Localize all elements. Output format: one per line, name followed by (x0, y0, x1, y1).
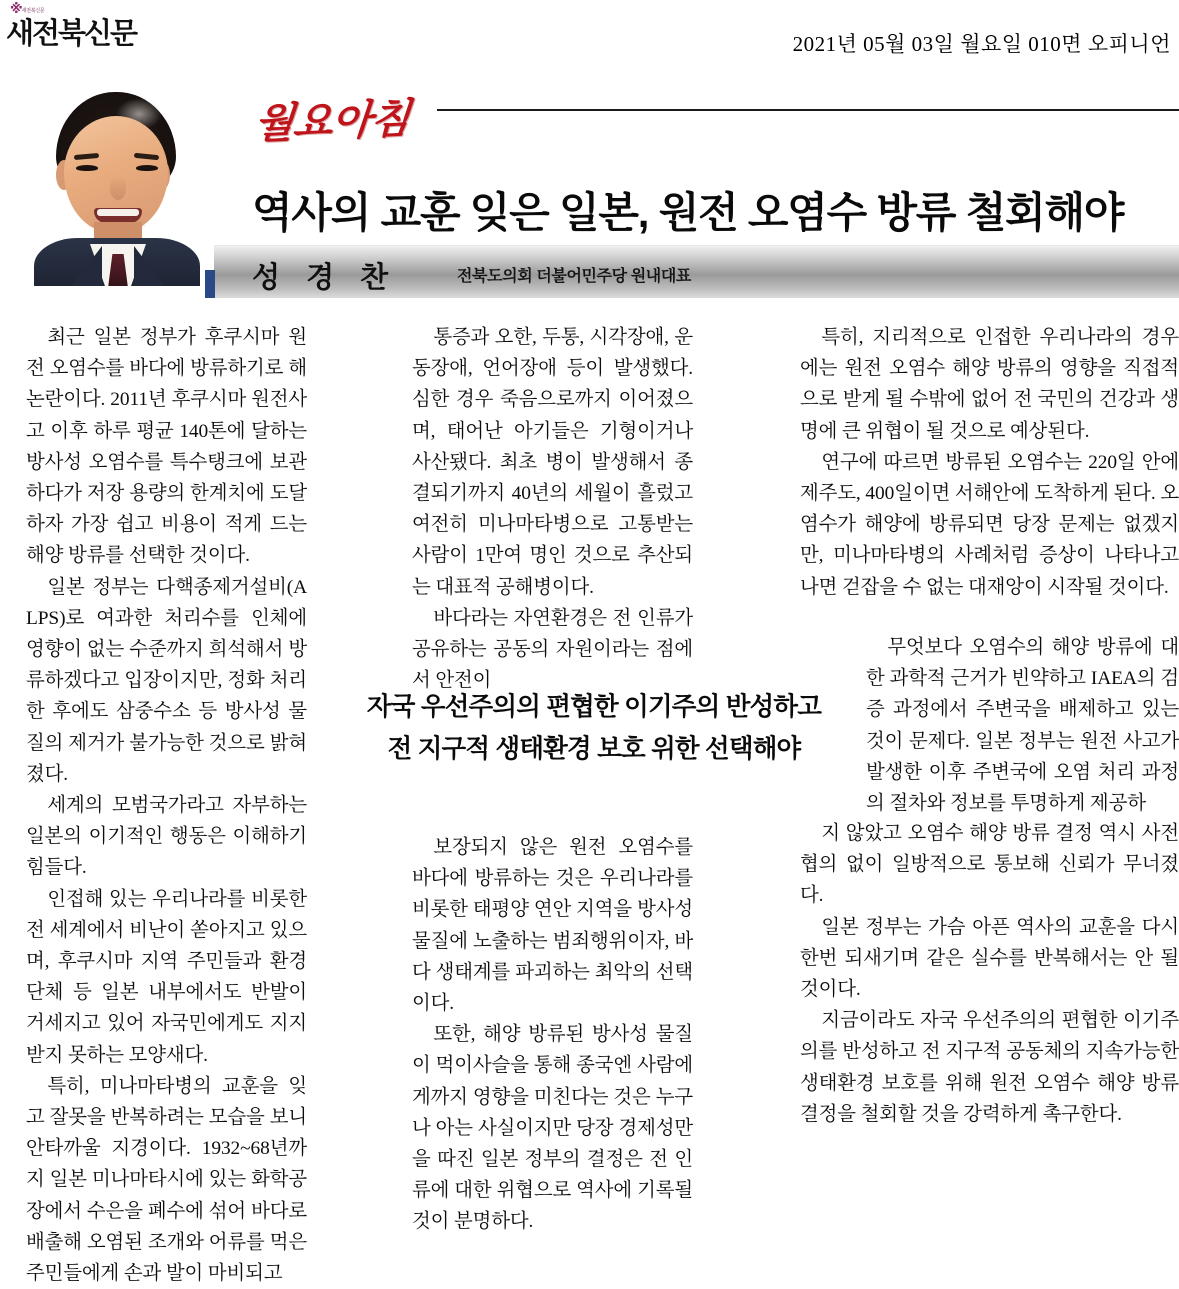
emblem-subtext: 새전북신문 (21, 8, 45, 14)
author-portrait-photo (32, 86, 202, 286)
column-title-rule (437, 109, 1179, 111)
dateline: 2021년 05월 03일 월요일 010면 오피니언 (792, 32, 1171, 56)
body-column-2-bottom (412, 832, 693, 1238)
portrait-nose (110, 176, 126, 200)
paragraph: 최근 일본 정부가 후쿠시마 원전 오염수를 바다에 방류하기로 해 논란이다. 2011년 후쿠시마 원전사고 이후 하루 평균 140톤에 달하는 방사성 오염수를 특수탱크에 보관하다가 저장 용량의 한계치에 도달하자 가장 쉽고 비용이 적게 드는 해양 방류를 선택한 것이다. (26, 327, 307, 567)
paragraph: 지금이라도 자국 우선주의의 편협한 이기주의를 반성하고 전 지구적 공동체의 지속가능한 생태환경 보호를 위해 원전 오염수 해양 방류 결정을 철회할 것을 강력하게 촉구한다. (800, 1010, 1179, 1125)
body-column-3-top (800, 322, 1179, 603)
paragraph: 연구에 따르면 방류된 오염수는 220일 안에 제주도, 400일이면 서해안에 도착하게 된다. 오염수가 해양에 방류되면 당장 문제는 없겠지만, 미나마타병의 사례처럼 증상이 나타나고 나면 걷잡을 수 없는 대재앙이 시작될 것이다. (800, 451, 1179, 598)
portrait-teeth (97, 209, 139, 216)
paragraph: 바다라는 자연환경은 전 인류가 공유하는 공동의 자원이라는 점에서 안전이 (412, 607, 693, 692)
paragraph: 일본 정부는 다핵종제거설비(ALPS)로 여과한 처리수를 인체에 영향이 없는 수준까지 희석해서 방류하겠다고 입장이지만, 정화 처리한 후에도 삼중수소 등 방사성 물질의 제거가 불가능한 것으로 밝혀졌다. (26, 576, 307, 785)
author-affiliation: 전북도의회 더불어민주당 원내대표 (457, 268, 691, 285)
column-series-title: 월요아침 (252, 94, 412, 148)
portrait-eye-left (76, 165, 98, 171)
paragraph: 무엇보다 오염수의 해양 방류에 대한 과학적 근거가 빈약하고 IAEA의 검증 과정에서 주변국을 배제하고 있는 것이 문제다. 일본 정부는 원전 사고가 발생한 이후 주변국에 오염 처리 과정의 절차와 정보를 투명하게 제공하 (866, 637, 1179, 815)
author-name: 성 경 찬 (252, 262, 398, 294)
article-headline: 역사의 교훈 잊은 일본, 원전 오염수 방류 철회해야 (252, 189, 1124, 237)
paragraph: 일본 정부는 가슴 아픈 역사의 교훈을 다시 한번 되새기며 같은 실수를 반복해서는 안 될 것이다. (800, 916, 1179, 1001)
body-column-2-top (412, 322, 693, 696)
masthead-wordmark: 새전북신문 (6, 18, 137, 50)
paragraph: 특히, 지리적으로 인접한 우리나라의 경우에는 원전 오염수 해양 방류의 영향을 직접적으로 받게 될 수밖에 없어 전 국민의 건강과 생명에 큰 위협이 될 것으로 예상된다. (800, 327, 1179, 442)
paragraph: 또한, 해양 방류된 방사성 물질이 먹이사슬을 통해 종국엔 사람에게까지 영향을 미친다는 것은 누구나 아는 사실이지만 당장 경제성만을 따진 일본 정부의 결정은 전 인류에 대한 위협으로 역사에 기록될 것이 분명하다. (412, 1024, 693, 1233)
paragraph: 보장되지 않은 원전 오염수를 바다에 방류하는 것은 우리나라를 비롯한 태평양 연안 지역을 방사성 물질에 노출하는 범죄행위이자, 바다 생태계를 파괴하는 최악의 선택이다. (412, 837, 693, 1015)
emblem-mark-icon: ※ (10, 2, 22, 17)
body-column-3-narrow (866, 632, 1179, 819)
portrait-image (32, 86, 202, 286)
pull-quote-line-2: 전 지구적 생태환경 보호 위한 선택해야 (387, 735, 801, 763)
paragraph: 지 않았고 오염수 해양 방류 결정 역시 사전협의 없이 일방적으로 통보해 신뢰가 무너졌다. (800, 823, 1179, 907)
byline-accent-block (205, 270, 215, 298)
body-column-3-bottom (800, 818, 1179, 1130)
paragraph: 인접해 있는 우리나라를 비롯한 전 세계에서 비난이 쏟아지고 있으며, 후쿠시마 지역 주민들과 환경단체 등 일본 내부에서도 반발이 거세지고 있어 자국민에게도 지지받지 못하는 모양새다. (26, 888, 307, 1066)
paragraph: 세계의 모범국가라고 자부하는 일본의 이기적인 행동은 이해하기 힘들다. (26, 795, 307, 879)
pull-quote (336, 686, 852, 770)
paragraph: 특히, 미나마타병의 교훈을 잊고 잘못을 반복하려는 모습을 보니 안타까울 지경이다. 1932~68년까지 일본 미나마타시에 있는 화학공장에서 수은을 폐수에 섞어 바다로 배출해 오염된 조개와 어류를 먹은 주민들에게 손과 발이 마비되고 (26, 1075, 307, 1285)
paragraph: 통증과 오한, 두통, 시각장애, 운동장애, 언어장애 등이 발생했다. 심한 경우 죽음으로까지 이어졌으며, 태어난 아기들은 기형이거나 사산됐다. 최초 병이 발생해서 종결되기까지 40년의 세월이 흘렀고 여전히 미나마타병으로 고통받는 사람이 1만여 명인 것으로 추산되는 대표적 공해병이다. (412, 327, 693, 598)
portrait-eye-right (136, 165, 158, 171)
pull-quote-line-1: 자국 우선주의의 편협한 이기주의 반성하고 (366, 693, 822, 721)
portrait-mouth (94, 208, 142, 223)
body-column-1 (26, 322, 307, 1289)
masthead[interactable] (4, 2, 204, 50)
